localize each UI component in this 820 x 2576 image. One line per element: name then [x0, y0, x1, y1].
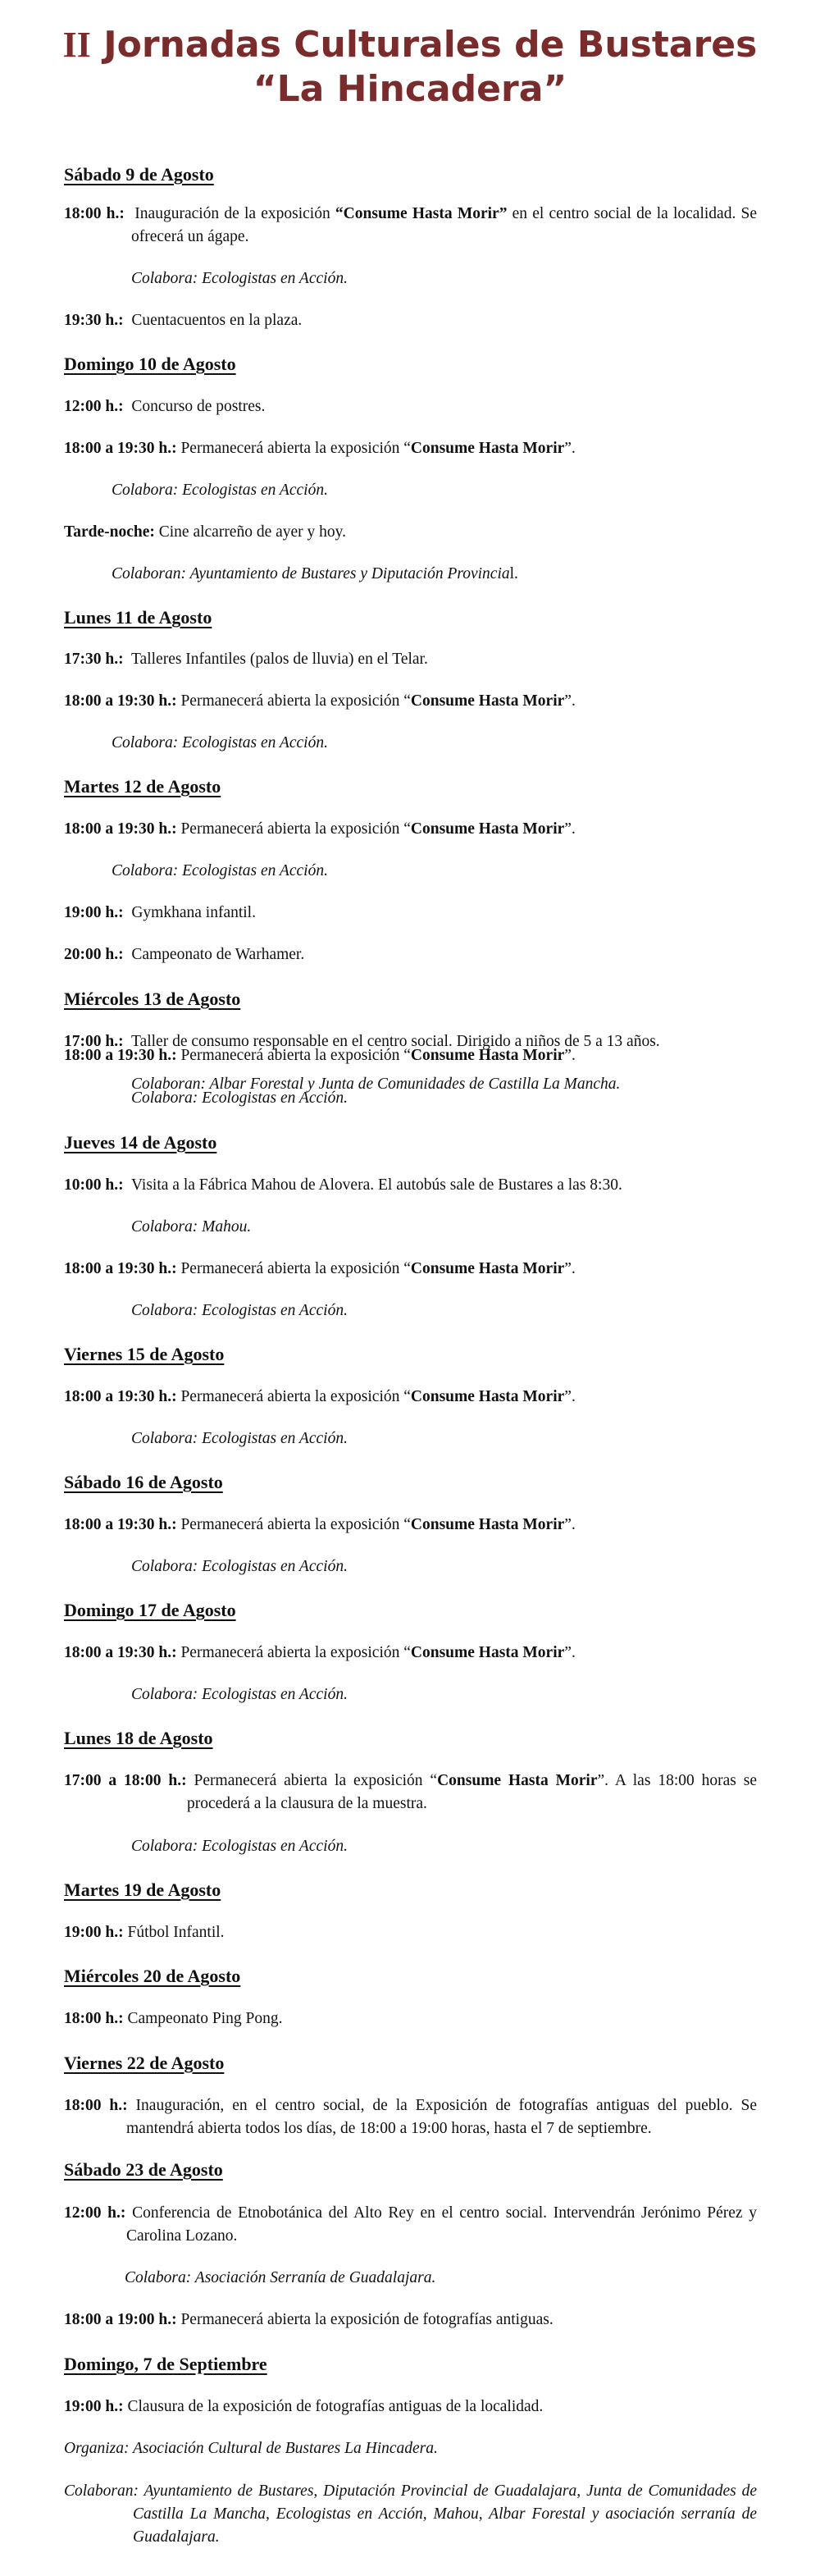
event-item: 19:00 h.: Gymkhana infantil.: [64, 904, 256, 921]
event-item: 18:00 a 19:30 h.: Permanecerá abierta la exposición “Consume Hasta Morir”.: [64, 1644, 576, 1661]
event-item: 18:00 a 19:30 h.: Permanecerá abierta la exposición “Consume Hasta Morir”.: [64, 1516, 576, 1533]
collaborator-note: Colabora: Ecologistas en Acción.: [131, 1430, 348, 1447]
collaborators-note: Colaboran: Ayuntamiento de Bustares, Diputación Provincial de Guadalajara, Junta de Comunidades de Castilla La Mancha, Ecologistas en Acción, Mahou, Albar Forestal y asociación serranía de Guadalajara.: [64, 2482, 757, 2546]
collaborator-note: Colabora: Ecologistas en Acción.: [131, 1686, 348, 1703]
day-heading: Miércoles 20 de Agosto: [64, 1966, 241, 1986]
event-item: 18:00 h.: Campeonato Ping Pong.: [64, 2010, 283, 2027]
event-item: 17:00 h.: Taller de consumo responsable en el centro social. Dirigido a niños de 5 a 13 años.: [64, 1033, 660, 1050]
event-item: 18:00 h.: Inauguración de la exposición “Consume Hasta Morir” en el centro social de la localidad. Se ofrecerá un ágape.: [64, 205, 758, 245]
collaborator-note: Colabora: Ecologistas en Acción.: [131, 270, 348, 287]
day-heading: Miércoles 13 de Agosto: [64, 989, 241, 1009]
event-item: Tarde-noche: Cine alcarreño de ayer y hoy.: [64, 523, 347, 541]
event-item: 18:00 a 19:30 h.: Permanecerá abierta la exposición “Consume Hasta Morir”.: [64, 1047, 576, 1064]
title-roman: II: [62, 25, 91, 65]
day-heading: Sábado 23 de Agosto: [64, 2159, 223, 2180]
event-item: 18:00 a 19:30 h.: Permanecerá abierta la exposición “Consume Hasta Morir”.: [64, 1388, 576, 1405]
event-item: 18:00 a 19:30 h.: Permanecerá abierta la exposición “Consume Hasta Morir”.: [64, 820, 576, 838]
collaborator-note: Colabora: Mahou.: [131, 1218, 252, 1235]
collaborator-note: Colabora: Ecologistas en Acción.: [112, 734, 328, 751]
day-heading: Martes 12 de Agosto: [64, 776, 221, 797]
event-item: 18:00 a 19:00 h.: Permanecerá abierta la exposición de fotografías antiguas.: [64, 2311, 554, 2328]
collaborator-note: Colaboran: Albar Forestal y Junta de Comunidades de Castilla La Mancha.: [131, 1076, 621, 1093]
day-heading: Domingo 10 de Agosto: [64, 354, 236, 374]
collaborator-note: Colabora: Ecologistas en Acción.: [131, 1302, 348, 1319]
page-title: [49, 23, 771, 112]
event-item: 19:30 h.: Cuentacuentos en la plaza.: [64, 312, 303, 329]
event-item: 17:30 h.: Talleres Infantiles (palos de lluvia) en el Telar.: [64, 651, 428, 668]
day-heading: Sábado 16 de Agosto: [64, 1472, 223, 1492]
event-item: 17:00 a 18:00 h.: Permanecerá abierta la exposición “Consume Hasta Morir”. A las 18:00 horas se procederá a la clausura de la muestra.: [64, 1772, 758, 1812]
organizer-note: Organiza: Asociación Cultural de Bustares La Hincadera.: [64, 2440, 438, 2457]
event-item: 19:00 h.: Fútbol Infantil.: [64, 1924, 225, 1941]
day-heading: Viernes 15 de Agosto: [64, 1344, 225, 1364]
event-item: 18:00 a 19:30 h.: Permanecerá abierta la exposición “Consume Hasta Morir”.: [64, 1260, 576, 1277]
collaborator-note: Colabora: Ecologistas en Acción.: [131, 1089, 348, 1107]
day-heading: Lunes 18 de Agosto: [64, 1728, 213, 1748]
title-text: Jornadas Culturales de Bustares “La Hincadera”: [103, 24, 758, 110]
day-heading: Lunes 11 de Agosto: [64, 607, 212, 628]
collaborator-note: Colabora: Ecologistas en Acción.: [131, 1558, 348, 1575]
day-heading: Jueves 14 de Agosto: [64, 1132, 217, 1153]
event-item: 12:00 h.: Concurso de postres.: [64, 398, 266, 415]
event-item: 10:00 h.: Visita a la Fábrica Mahou de Alovera. El autobús sale de Bustares a las 8:30.: [64, 1176, 622, 1194]
event-item: 18:00 h.: Inauguración, en el centro social, de la Exposición de fotografías antiguas del pueblo. Se mantendrá abierta todos los días, de 18:00 a 19:00 horas, hasta el 7 de septiembre.: [64, 2097, 758, 2137]
day-heading: Martes 19 de Agosto: [64, 1879, 221, 1900]
event-item: 18:00 a 19:30 h.: Permanecerá abierta la exposición “Consume Hasta Morir”.: [64, 440, 576, 457]
collaborator-note: Colabora: Ecologistas en Acción.: [112, 862, 328, 879]
collaborator-note: Colabora: Ecologistas en Acción.: [131, 1838, 348, 1855]
day-heading: Domingo 17 de Agosto: [64, 1600, 236, 1620]
collaborator-note: Colabora: Asociación Serranía de Guadalajara.: [125, 2269, 436, 2286]
day-heading: Domingo, 7 de Septiembre: [64, 2354, 267, 2374]
day-heading: Viernes 22 de Agosto: [64, 2053, 225, 2073]
event-item: 19:00 h.: Clausura de la exposición de fotografías antiguas de la localidad.: [64, 2398, 544, 2415]
event-item: 18:00 a 19:30 h.: Permanecerá abierta la exposición “Consume Hasta Morir”.: [64, 692, 576, 710]
day-heading: Sábado 9 de Agosto: [64, 164, 214, 185]
event-item: 20:00 h.: Campeonato de Warhamer.: [64, 946, 305, 963]
collaborator-note: Colaboran: Ayuntamiento de Bustares y Diputación Provincial.: [112, 565, 518, 582]
collaborator-note: Colabora: Ecologistas en Acción.: [112, 482, 328, 499]
event-item: 12:00 h.: Conferencia de Etnobotánica del Alto Rey en el centro social. Intervendrán Jerónimo Pérez y Carolina Lozano.: [64, 2204, 757, 2245]
